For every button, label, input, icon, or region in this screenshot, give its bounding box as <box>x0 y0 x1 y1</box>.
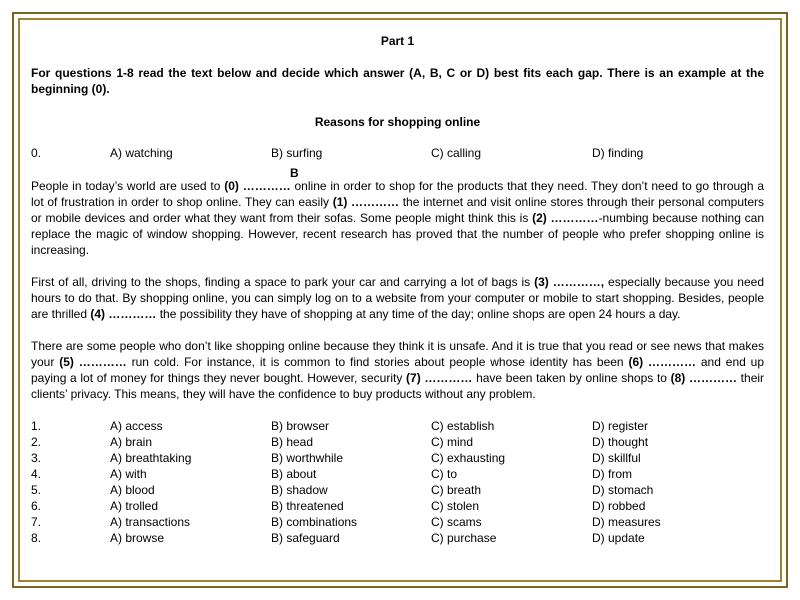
paragraph-text: their clients’ privacy. This means, they will have the confidence to buy products without any problem. <box>31 371 765 401</box>
option-row <box>31 434 764 450</box>
paragraph-text: the internet and visit online stores through their personal computers or mobile devices and order what they want from their sofas. Some people might think this is <box>31 195 764 225</box>
option-d: D) register <box>592 419 649 433</box>
option-a: A) browse <box>110 531 165 545</box>
option-number: 4. <box>31 467 42 481</box>
example-answer: B <box>290 166 299 180</box>
option-c: C) exhausting <box>431 451 506 465</box>
paragraph-text: have been taken by online shops to <box>472 371 671 385</box>
option-number: 6. <box>31 499 42 513</box>
option-b: B) about <box>271 467 317 481</box>
option-d: D) skillful <box>592 451 641 465</box>
paragraph-text: online in order to shop for the products that they need. They don’t need to go through a lot of frustration in order to shop online. They can easily <box>31 179 765 209</box>
option-c: C) mind <box>431 435 474 449</box>
paragraph-text: the possibility they have of shopping at any time of the day; online shops are open 24 hours a day. <box>156 307 681 321</box>
gap-0: (0) ………… <box>224 179 291 193</box>
option-number: 7. <box>31 515 42 529</box>
instructions: For questions 1-8 read the text below and decide which answer (A, B, C or D) best fits each gap. There is an example at the beginning (0). <box>31 66 764 96</box>
option-a: A) access <box>110 419 163 433</box>
gap-6: (6) ………… <box>628 355 697 369</box>
option-row <box>31 466 764 482</box>
option-row <box>31 498 764 514</box>
example-option-c: C) calling <box>431 146 482 160</box>
gap-4: (4) ………… <box>90 307 157 321</box>
option-d: D) robbed <box>592 499 646 513</box>
worksheet <box>31 33 764 546</box>
option-b: B) browser <box>271 419 330 433</box>
option-d: D) measures <box>592 515 661 529</box>
option-d: D) stomach <box>592 483 654 497</box>
example-option-b: B) surfing <box>271 146 323 160</box>
option-b: B) threatened <box>271 499 344 513</box>
option-a: A) trolled <box>110 499 159 513</box>
option-a: A) with <box>110 467 147 481</box>
paragraph-text: and end up paying a lot of money for things they never bought. However, security <box>31 355 765 385</box>
option-row <box>31 514 764 530</box>
part-title: Part 1 <box>380 34 415 48</box>
option-d: D) update <box>592 531 645 545</box>
gap-3: (3) …………, <box>534 275 605 289</box>
gap-7: (7) ………… <box>406 371 473 385</box>
option-number: 3. <box>31 451 42 465</box>
option-c: C) to <box>431 467 458 481</box>
option-b: B) safeguard <box>271 531 340 545</box>
option-b: B) head <box>271 435 314 449</box>
option-number: 2. <box>31 435 42 449</box>
example-option-d: D) finding <box>592 146 644 160</box>
example-option-a: A) watching <box>110 146 173 160</box>
gap-2: (2) ………… <box>532 211 599 225</box>
paragraph-2 <box>31 274 764 322</box>
text-title: Reasons for shopping online <box>314 115 481 129</box>
option-d: D) thought <box>592 435 649 449</box>
option-a: A) blood <box>110 483 155 497</box>
option-a: A) transactions <box>110 515 191 529</box>
paragraph-text: First of all, driving to the shops, finding a space to park your car and carrying a lot of bags is <box>31 275 535 289</box>
option-c: C) establish <box>431 419 495 433</box>
option-a: A) brain <box>110 435 153 449</box>
option-b: B) combinations <box>271 515 358 529</box>
option-c: C) scams <box>431 515 482 529</box>
answer-options <box>31 418 764 546</box>
example-row <box>31 145 764 161</box>
option-c: C) purchase <box>431 531 497 545</box>
example-number: 0. <box>31 146 42 160</box>
paragraph-text: -numbing because nothing can replace the magic of window shopping. However, recent research has proved that the number of people who prefer shopping online is increasing. <box>31 211 765 257</box>
paragraph-3 <box>31 338 764 402</box>
option-b: B) shadow <box>271 483 328 497</box>
paragraph-text: People in today’s world are used to <box>31 179 225 193</box>
option-row <box>31 450 764 466</box>
option-c: C) breath <box>431 483 482 497</box>
option-number: 5. <box>31 483 42 497</box>
option-row <box>31 530 764 546</box>
gap-5: (5) ………… <box>59 355 127 369</box>
option-a: A) breathtaking <box>110 451 192 465</box>
option-number: 8. <box>31 531 42 545</box>
paragraph-1 <box>31 166 765 258</box>
option-row <box>31 482 764 498</box>
option-c: C) stolen <box>431 499 480 513</box>
option-d: D) from <box>592 467 632 481</box>
paragraph-text: There are some people who don’t like shopping online because they think it is unsafe. And it is true that you read or see news that makes your <box>31 339 764 369</box>
option-number: 1. <box>31 419 42 433</box>
paragraph-text: run cold. For instance, it is common to find stories about people whose identity has been <box>126 355 629 369</box>
paragraph-text: especially because you need hours to do that. By shopping online, you can simply log on to a website from your computer or mobile to start shopping. Besides, people are thrilled <box>31 275 764 321</box>
option-b: B) worthwhile <box>271 451 344 465</box>
gap-8: (8) ………… <box>670 371 737 385</box>
option-row <box>31 418 764 434</box>
gap-1: (1) ………… <box>332 195 400 209</box>
